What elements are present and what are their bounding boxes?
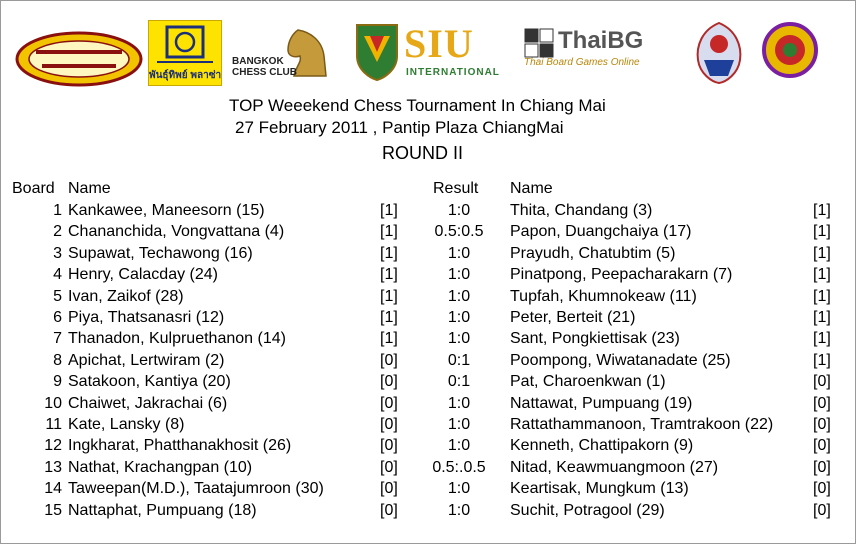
white-player-points: [1] [380, 266, 398, 284]
black-player-points: [1] [813, 309, 831, 326]
black-player-points: [0] [813, 480, 831, 498]
col-name2-header: Name [510, 180, 553, 197]
siu-sub: INTERNATIONAL [406, 67, 500, 78]
pairing-row [0, 288, 856, 309]
black-player-points: [1] [813, 351, 831, 369]
white-player-name: Nattaphat, Pumpuang (18) [68, 501, 257, 519]
black-player-points: [0] [813, 437, 831, 455]
game-result: 0:1 [447, 373, 471, 391]
white-player-name: Apichat, Lertwiram (2) [68, 351, 225, 369]
game-result: 1:0 [447, 501, 471, 519]
board-number: 6 [53, 309, 62, 326]
black-player-points: [0] [813, 501, 831, 519]
pairing-row [0, 373, 856, 394]
black-player-points: [1] [813, 202, 831, 219]
black-player-points: [1] [813, 244, 831, 262]
white-player-name: Nathat, Krachangpan (10) [68, 458, 253, 476]
black-player-points: [1] [813, 223, 831, 241]
white-player-points: [0] [380, 394, 398, 412]
black-player-name: Thita, Chandang (3) [510, 202, 653, 219]
white-player-points: [0] [380, 458, 398, 476]
white-player-points: [1] [380, 202, 398, 219]
black-player-name: Papon, Duangchaiya (17) [510, 223, 692, 241]
round-label: ROUND II [382, 143, 463, 163]
black-player-points: [0] [813, 458, 831, 476]
board-number: 10 [44, 394, 62, 412]
game-result: 1:0 [447, 437, 471, 455]
pairing-row [0, 223, 856, 244]
thaibg-logo [522, 26, 672, 72]
siu-main: SIU [404, 21, 474, 66]
white-player-points: [0] [380, 437, 398, 455]
game-result: 1:0 [447, 480, 471, 498]
black-player-name: Pinatpong, Peepacharakarn (7) [510, 266, 733, 284]
thaibg-main: ThaiBG [558, 27, 644, 54]
black-player-points: [1] [813, 330, 831, 348]
white-player-points: [1] [380, 309, 398, 326]
white-player-name: Ivan, Zaikof (28) [68, 287, 184, 305]
white-player-name: Thanadon, Kulpruethanon (14) [68, 330, 286, 348]
white-player-points: [0] [380, 373, 398, 391]
board-number: 13 [44, 458, 62, 476]
game-result: 1:0 [447, 309, 471, 326]
bangkok-chess-club-logo [230, 26, 330, 82]
thai-chess-association-logo [14, 30, 144, 88]
black-player-name: Kenneth, Chattipakorn (9) [510, 437, 694, 455]
sponsor-logos [0, 0, 856, 92]
crest-emblem [762, 20, 818, 80]
board-games-icon [524, 28, 554, 58]
white-player-name: Kankawee, Maneesorn (15) [68, 202, 265, 219]
white-player-name: Supawat, Techawong (16) [68, 244, 253, 262]
game-result: 0.5:0.5 [434, 223, 484, 241]
game-result: 1:0 [447, 416, 471, 433]
col-board-header: Board [12, 180, 55, 197]
white-player-points: [1] [380, 287, 398, 305]
board-number: 8 [53, 351, 62, 369]
pantip-logo [148, 20, 222, 86]
white-player-name: Chananchida, Vongvattana (4) [68, 223, 285, 241]
black-player-name: Pat, Charoenkwan (1) [510, 373, 666, 391]
pairing-row [0, 266, 856, 287]
game-result: 1:0 [447, 244, 471, 262]
col-name-header: Name [68, 180, 111, 197]
siu-shield-icon [354, 22, 400, 82]
pairing-row [0, 480, 856, 501]
bcc-line2: CHESS CLUB [232, 67, 298, 78]
white-player-name: Satakoon, Kantiya (20) [68, 373, 231, 391]
black-player-name: Tupfah, Khumnokeaw (11) [510, 287, 697, 305]
white-player-name: Kate, Lansky (8) [68, 416, 185, 433]
pairing-row [0, 437, 856, 458]
tournament-title: TOP Weeekend Chess Tournament In Chiang Mai [229, 96, 606, 115]
black-player-name: Poompong, Wiwatanadate (25) [510, 351, 731, 369]
white-player-points: [0] [380, 501, 398, 519]
board-number: 3 [53, 244, 62, 262]
game-result: 1:0 [447, 287, 471, 305]
pantip-subtitle: พันธุ์ทิพย์ พลาซ่า [149, 70, 222, 81]
white-player-points: [1] [380, 223, 398, 241]
pairing-row [0, 502, 856, 523]
black-player-points: [0] [813, 373, 831, 391]
board-number: 7 [53, 330, 62, 348]
white-player-points: [0] [380, 416, 398, 433]
black-player-points: [1] [813, 287, 831, 305]
board-number: 2 [53, 223, 62, 241]
black-player-points: [0] [813, 394, 831, 412]
col-result-header: Result [433, 180, 479, 197]
board-number: 14 [44, 480, 62, 498]
board-number: 11 [45, 416, 62, 433]
game-result: 1:0 [447, 330, 471, 348]
thaibg-sub: Thai Board Games Online [524, 57, 640, 68]
pairing-row [0, 459, 856, 480]
pairing-row [0, 416, 856, 437]
white-player-name: Taweepan(M.D.), Taatajumroon (30) [68, 480, 324, 498]
black-player-name: Sant, Pongkiettisak (23) [510, 330, 680, 348]
black-player-name: Suchit, Potragool (29) [510, 501, 665, 519]
black-player-name: Rattathammanoon, Tramtrakoon (22) [510, 416, 774, 433]
pairing-row [0, 309, 856, 330]
black-player-name: Prayudh, Chatubtim (5) [510, 244, 676, 262]
white-player-points: [0] [380, 480, 398, 498]
game-result: 1:0 [447, 202, 471, 219]
board-number: 4 [53, 266, 62, 284]
game-result: 0.5:.0.5 [432, 458, 486, 476]
board-number: 1 [53, 202, 62, 219]
board-number: 12 [44, 437, 62, 455]
white-player-name: Chaiwet, Jakrachai (6) [68, 394, 228, 412]
black-player-name: Keartisak, Mungkum (13) [510, 480, 689, 498]
game-result: 1:0 [447, 394, 471, 412]
black-player-name: Nattawat, Pumpuang (19) [510, 394, 693, 412]
white-player-points: [0] [380, 351, 398, 369]
board-number: 15 [44, 501, 62, 519]
game-result: 0:1 [447, 351, 471, 369]
game-result: 1:0 [447, 266, 471, 284]
black-player-name: Peter, Berteit (21) [510, 309, 636, 326]
pairing-row [0, 395, 856, 416]
date-venue: 27 February 2011 , Pantip Plaza ChiangMai [235, 118, 564, 137]
board-number: 9 [53, 373, 62, 391]
bcc-line1: BANGKOK [232, 56, 284, 67]
siu-international-logo [354, 22, 504, 84]
white-player-points: [1] [380, 244, 398, 262]
black-player-points: [1] [813, 266, 831, 284]
pairing-row [0, 245, 856, 266]
white-player-name: Piya, Thatsanasri (12) [68, 309, 225, 326]
pairing-row [0, 330, 856, 351]
white-player-name: Henry, Calacday (24) [68, 266, 218, 284]
black-player-name: Nitad, Keawmuangmoon (27) [510, 458, 719, 476]
black-player-points: [0] [813, 416, 831, 433]
sport-emblem [690, 20, 748, 86]
white-player-name: Ingkharat, Phatthanakhosit (26) [68, 437, 292, 455]
pairing-row [0, 202, 856, 223]
board-number: 5 [53, 287, 62, 305]
pairing-row [0, 352, 856, 373]
white-player-points: [1] [380, 330, 398, 348]
